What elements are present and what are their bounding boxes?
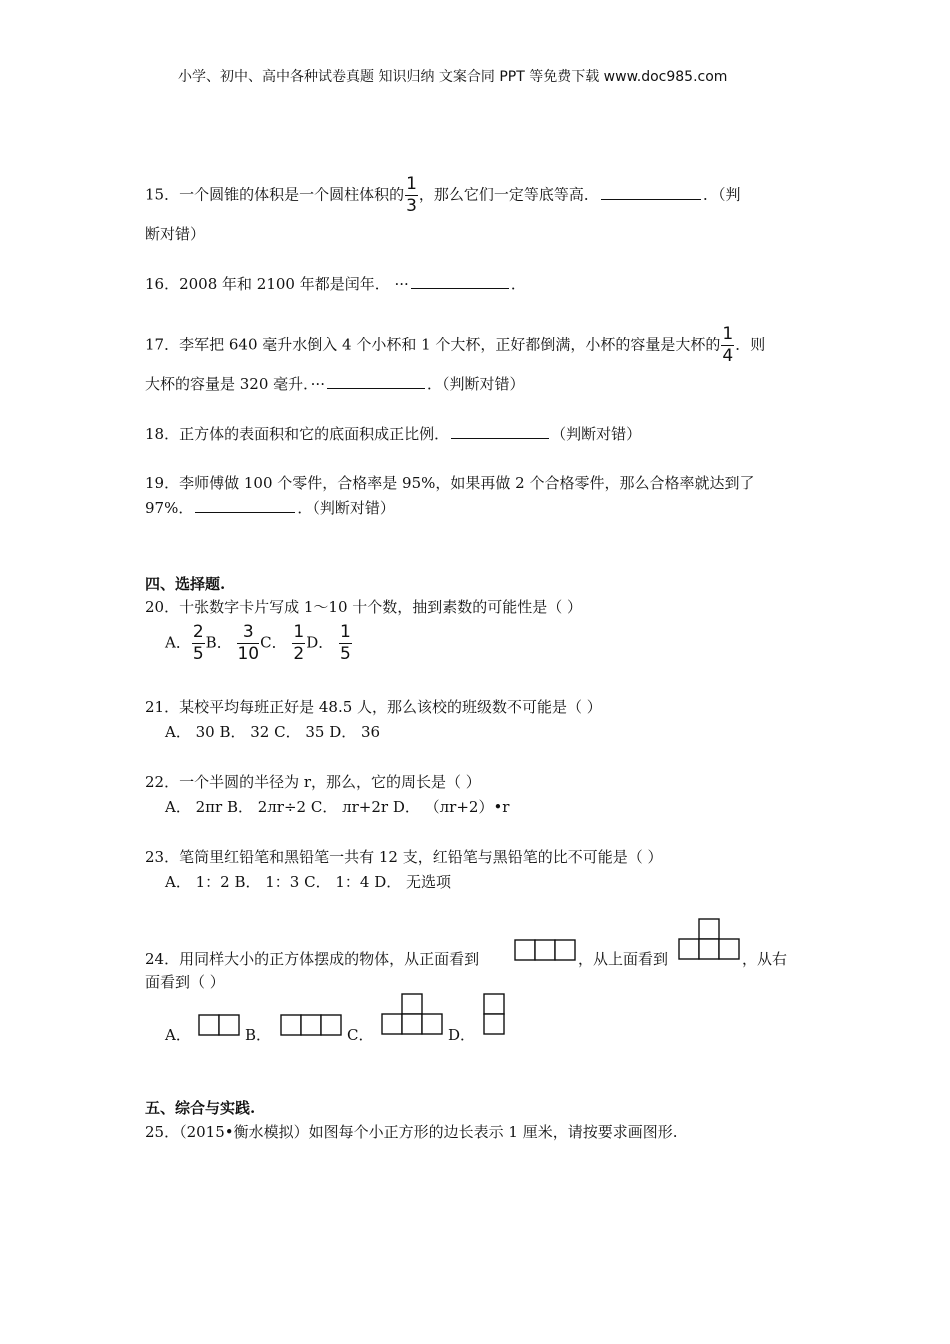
question-18: 18．正方体的表面积和它的底面积成正比例． （判断对错） [145, 425, 642, 443]
option-c-label: C． [260, 633, 287, 652]
question-17: 17．李军把 640 毫升水倒入 4 个小杯和 1 个大杯，正好都倒满，小杯的容量是大杯的 $\frac{1}{4}$ ．则 [145, 324, 766, 366]
option-b-label: B． [205, 633, 232, 652]
page-header: 小学、初中、高中各种试卷真题 知识归纳 文案合同 PPT 等免费下载 www.doc985.com [178, 69, 728, 85]
answer-blank[interactable] [327, 373, 425, 389]
option-c-fraction[interactable]: $\frac{1}{2}$ [293, 622, 305, 664]
front-view-figure [514, 939, 578, 961]
fraction-one-fourth: $\frac{1}{4}$ [722, 324, 734, 366]
question-24-line2: 面看到（ ） [145, 973, 225, 991]
question-21-options[interactable]: A． 30 B． 32 C． 35 D． 36 [165, 723, 381, 741]
question-17-line2: 大杯的容量是 320 毫升．··· ．（判断对错） [145, 375, 525, 393]
option-d-figure[interactable] [483, 993, 507, 1036]
question-25: 25．（2015•衡水模拟）如图每个小正方形的边长表示 1 厘米，请按要求画图形. [145, 1123, 678, 1141]
top-view-figure [678, 918, 742, 961]
answer-blank[interactable] [601, 184, 701, 200]
fraction-one-third: $\frac{1}{3}$ [406, 174, 417, 216]
option-b-fraction[interactable]: $\frac{3}{10}$ [237, 622, 260, 664]
option-a-fraction[interactable]: $\frac{2}{5}$ [192, 622, 204, 664]
question-21: 21．某校平均每班正好是 48.5 人，那么该校的班级数不可能是（ ） [145, 698, 602, 716]
option-c-figure[interactable] [381, 993, 445, 1036]
question-22: 22．一个半圆的半径为 r，那么，它的周长是（ ） [145, 773, 481, 791]
question-24-part1: 24．用同样大小的正方体摆成的物体，从正面看到 [145, 950, 480, 968]
answer-blank[interactable] [411, 273, 509, 289]
question-15: 15．一个圆锥的体积是一个圆柱体积的 $\frac{1}{3}$ ，那么它们一定等底等高． ．（判 [145, 174, 741, 216]
question-19-line2: 97%． ．（判断对错） [145, 499, 395, 517]
option-d-label: D． [306, 633, 334, 652]
answer-blank[interactable] [195, 497, 295, 513]
question-16: 16．2008 年和 2100 年都是闰年． ··· ． [145, 275, 526, 293]
question-15-line2: 断对错） [145, 225, 206, 243]
question-22-options[interactable]: A． 2πr B． 2лr÷2 C． лr+2r D． （лr+2）•r [165, 798, 510, 816]
option-d-label: D． [448, 1026, 476, 1044]
option-d-fraction[interactable]: $\frac{1}{5}$ [340, 622, 351, 664]
option-a-figure[interactable] [198, 1014, 242, 1036]
section-title-practice: 五、综合与实践. [145, 1099, 256, 1117]
option-a-label: A． [165, 633, 191, 652]
question-20-options [165, 624, 353, 663]
question-19: 19．李师傅做 100 个零件，合格率是 95%，如果再做 2 个合格零件，那么合格率就达到了 [145, 474, 755, 492]
question-23-options[interactable]: A． 1：2 B． 1：3 C． 1：4 D． 无选项 [165, 873, 451, 891]
section-title-choice: 四、选择题. [145, 575, 226, 593]
option-b-figure[interactable] [280, 1014, 344, 1036]
option-c-label: C． [347, 1026, 374, 1044]
option-a-label: A． [165, 1026, 191, 1044]
answer-blank[interactable] [451, 423, 549, 439]
question-23: 23．笔筒里红铅笔和黑铅笔一共有 12 支，红铅笔与黑铅笔的比不可能是（ ） [145, 848, 663, 866]
question-24-part3: ，从右 [742, 950, 788, 968]
question-20: 20．十张数字卡片写成 1～10 十个数，抽到素数的可能性是（ ） [145, 598, 583, 616]
question-24-part2: ，从上面看到 [578, 950, 669, 968]
option-b-label: B． [245, 1026, 272, 1044]
